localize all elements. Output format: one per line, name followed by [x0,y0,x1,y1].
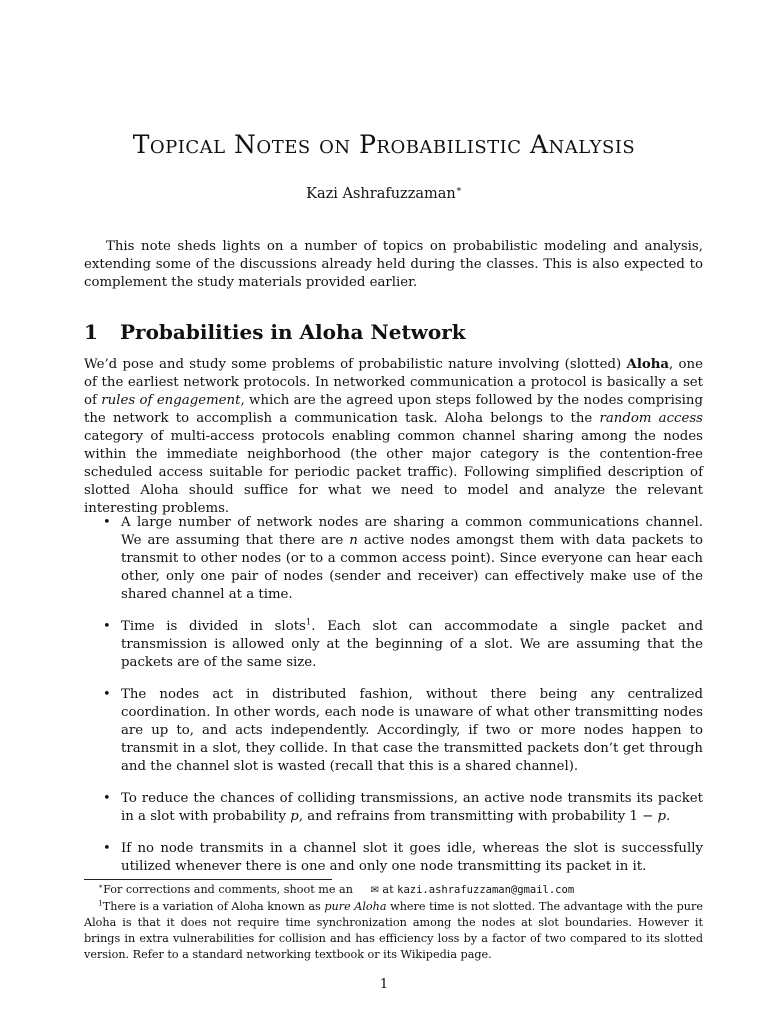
bullet-text: Time is divided in slots [121,619,306,634]
list-item [84,618,703,672]
bullet-text: . [666,809,671,824]
section-number: 1 [84,320,98,344]
footnote-divider [84,879,332,880]
section-intro-paragraph [84,356,703,518]
bullet-text: active nodes amongst them with data packets to transmit to other nodes (or to a common access point). Since everyone can hear each other, only one pair of nodes (sender and receiver) can effectively make use of the shared channel at a time. [121,533,703,602]
bullet-marker: • [103,687,111,702]
list-item [84,514,703,604]
intro-text-4: category of multi-access protocols enabling common channel sharing among the nodes within the immediate neighborhood (the other major category is the contention-free scheduled access suitable for periodic packet traffic). Following simplified description of slotted Aloha should suffice for what we need to model and analyze the relevant interesting problems. [84,429,703,516]
bullet-emph: n [349,533,358,548]
list-item [84,840,703,876]
intro-emph-random-access: random access [599,411,703,426]
section-heading [84,318,703,346]
footnote-author [84,882,703,899]
footnote-mark: 1 [98,898,103,908]
mail-icon: ✉ [370,885,379,896]
bullet-text: , and refrains from transmitting with probability 1 − [298,809,658,824]
intro-bold-aloha: Aloha [626,357,670,372]
footnote-ref[interactable]: 1 [305,617,312,628]
footnote-emph: pure Aloha [324,900,387,913]
author-name: Kazi Ashrafuzzaman [306,185,456,202]
bullet-marker: • [103,515,111,530]
bullet-text: The nodes act in distributed fashion, without there being any centralized coordination. In other words, each node is unaware of what other transmitting nodes are up to, and acts independently. Accordingly, if two or more nodes happen to transmit in a slot, they collide. In that case the transmitted packets don’t get through and the channel slot is wasted (recall that this is a shared channel). [121,687,703,774]
list-item [84,686,703,776]
footnote-text: For corrections and comments, shoot me an [103,883,357,896]
bullet-emph: p [290,809,299,824]
footnote-aloha [84,899,703,963]
bullet-text: . Each slot can accommodate a single packet and transmission is allowed only at the beginning of a slot. We are assuming that the packets are of the same size. [121,619,703,670]
abstract: This note sheds lights on a number of topics on probabilistic modeling and analysis, extending some of the discussions already held during the classes. This is also expected to complement the study materials provided earlier. [84,239,703,290]
email-link[interactable]: kazi.ashrafuzzaman@gmail.com [397,884,575,896]
author-line [0,180,768,204]
intro-emph-rules: rules of engagement [101,393,241,408]
footnote-text: There is a variation of Aloha known as [102,900,325,913]
bullet-emph: p [657,809,667,824]
bullet-marker: • [103,791,111,806]
list-item [84,790,703,826]
bullet-text: To reduce the chances of colliding transmissions, an active node transmits its packet in a slot with probability [121,791,703,824]
intro-text-2: , one of the earliest network protocols. In networked communication a protocol is basically a set of [84,357,703,408]
intro-text-1: We’d pose and study some problems of probabilistic nature involving (slotted) [84,357,627,372]
bullet-text: A large number of network nodes are sharing a common communications channel. We are assuming that there are [121,515,703,548]
footnote-text: where time is not slotted. The advantage with the pure Aloha is that it does not require time synchronization among the nodes at slot boundaries. However it brings in extra vulnerabilities for collision and has efficiency loss by a factor of two compared to its slotted version. Refer to a standard networking textbook or its Wikipedia page. [84,900,703,961]
footnote-text: at [378,883,398,896]
bullet-marker: • [103,841,111,856]
footnotes [84,882,703,963]
page-number: 1 [379,977,389,992]
section-title: Probabilities in Aloha Network [120,320,466,344]
bullet-text: If no node transmits in a channel slot it goes idle, whereas the slot is successfully utilized whenever there is one and only one node transmitting its packet in it. [121,841,703,874]
author-footnote-mark[interactable]: ∗ [455,185,462,195]
bullet-list [84,514,703,890]
paper-title: Topical Notes on Probabilistic Analysis [132,130,636,159]
intro-text-3: , which are the agreed upon steps followed by the nodes comprising the network to accomplish a communication task. Aloha belongs to the [84,393,704,426]
footnote-mark: ∗ [98,881,104,891]
bullet-marker: • [103,619,111,634]
